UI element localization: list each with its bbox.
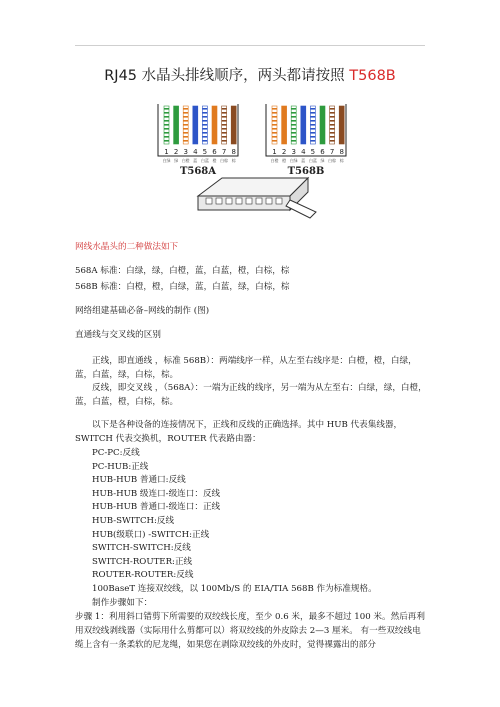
t568a-pin-number: 1 [164, 148, 169, 156]
t568a-wire-stripe [164, 108, 169, 110]
t568b-wire [339, 106, 344, 144]
t568a-wire-stripe [222, 112, 227, 114]
t568a-wire-stripe [164, 136, 169, 138]
list-item: PC-PC:反线 [92, 448, 140, 458]
plug-contact [276, 198, 282, 204]
t568b-wire-name: 橙 [282, 158, 287, 163]
list-item: ROUTER-ROUTER:反线 [92, 570, 194, 581]
t568b-wire-stripe [330, 108, 335, 110]
t568a-wire-stripe [164, 112, 169, 114]
t568a-wire-stripe [183, 116, 188, 118]
t568b-wire-stripe [330, 116, 335, 118]
t568b-pin-number: 2 [281, 148, 287, 156]
t568b-wire-name: 白绿 [289, 158, 298, 163]
para-connections: 以下是各种设备的连接情况下，正线和反线的正确选择。其中 HUB 代表集线器，SWITCH 代表交换机，ROUTER 代表路由器： [75, 420, 403, 444]
t568b-wire-stripe [272, 140, 277, 142]
t568b-wire-stripe [291, 116, 296, 118]
list-item: PC-HUB:正线 [92, 461, 149, 472]
step-1-paragraph: 步骤 1：利用斜口错剪下所需要的双绞线长度，至少 0.6 米，最多不超过 100 米。然后再利用双绞线剥线器（实际用什么剪都可以）将双绞线的外皮除去 2—3 厘米。 有一些双绞线电缆上含有一条柔软的尼龙绳，如果您在剥除双绞线的外皮时，觉得裸露出的部分 [75, 612, 425, 650]
t568a-wire-stripe [164, 128, 169, 130]
t568b-wire-stripe [291, 136, 296, 138]
t568a-pin-number: 4 [193, 148, 198, 156]
t568a-wire-stripe [183, 124, 188, 126]
list-item: 100BaseT 连接双绞线，以 100Mb/S 的 EIA/TIA 568B 作为标准规格。 [92, 583, 377, 594]
plug-contact [236, 198, 242, 204]
sub-heading-network: 网络组建基础必备–网线的制作 (图) [75, 306, 210, 316]
t568b-wire-stripe [310, 116, 315, 118]
t568b-wire-stripe [330, 132, 335, 134]
t568b-wire-stripe [272, 136, 277, 138]
t568a-wire-name: 白蓝 [200, 158, 209, 163]
plug-contact [256, 198, 262, 204]
t568a-wire-stripe [202, 112, 207, 114]
t568b-wire-stripe [291, 120, 296, 122]
t568a-wire-stripe [183, 128, 188, 130]
t568a-pin-number: 6 [212, 148, 217, 156]
t568a-wire-name: 绿 [174, 158, 179, 163]
t568b-wire-stripe [330, 128, 335, 130]
t568b-wire-stripe [310, 112, 315, 114]
t568a-wire-stripe [164, 132, 169, 134]
t568b-pin-number: 6 [320, 148, 325, 156]
t568b-wire-stripe [291, 124, 296, 126]
t568b-wire-stripe [310, 136, 315, 138]
t568b-wire-name: 蓝 [301, 158, 306, 163]
t568b-wire-stripe [310, 140, 315, 142]
t568a-wire-stripe [202, 116, 207, 118]
t568b-wire-stripe [291, 112, 296, 114]
t568b-wire-name: 棕 [339, 158, 344, 163]
list-item: HUB-HUB 级连口-级连口：反线 [92, 488, 221, 499]
top-rule [75, 45, 425, 46]
plug-contact [206, 198, 212, 204]
plug-contact [226, 198, 232, 204]
t568b-wire-stripe [310, 124, 315, 126]
list-item: SWITCH-ROUTER:正线 [92, 556, 193, 567]
t568b-pin-number: 4 [301, 148, 306, 156]
t568a-wire-stripe [222, 140, 227, 142]
t568a-label: T568A [179, 166, 217, 177]
t568b-wire-stripe [272, 128, 277, 130]
t568a-wire-stripe [183, 120, 188, 122]
t568b-wire-stripe [330, 136, 335, 138]
t568a-wire-stripe [222, 124, 227, 126]
t568a-pin-number: 3 [183, 148, 188, 156]
t568b-pin-number: 7 [329, 148, 335, 156]
rj45-wiring-diagram [140, 100, 364, 225]
t568a-wire-stripe [222, 116, 227, 118]
t568a-pin-number: 2 [173, 148, 179, 156]
t568b-wire-stripe [272, 108, 277, 110]
t568b-wire-stripe [272, 112, 277, 114]
connection-list [92, 447, 377, 610]
list-item: HUB-HUB 普通口-级连口：正线 [92, 502, 221, 513]
list-item: HUB-SWITCH:反线 [92, 515, 175, 526]
t568a-wire-stripe [183, 136, 188, 138]
t568b-wire-stripe [272, 124, 277, 126]
list-item: HUB(级联口) -SWITCH:正线 [92, 529, 210, 540]
t568a-wire [174, 106, 179, 144]
t568b-wire-stripe [330, 120, 335, 122]
t568a-pin-number: 5 [202, 148, 208, 156]
t568b-label: T568B [287, 166, 325, 177]
t568a-wire-stripe [202, 124, 207, 126]
page-title [0, 64, 500, 85]
t568a-wire-stripe [222, 128, 227, 130]
title-accent: T568B [349, 68, 396, 84]
title-main: RJ45 水晶头排线顺序，两头都请按照 [104, 68, 350, 84]
t568b-wire-name: 白蓝 [308, 158, 317, 163]
t568b-pin-number: 1 [272, 148, 277, 156]
plug-contact [266, 198, 272, 204]
list-item: SWITCH-SWITCH:反线 [92, 543, 191, 554]
t568a-wire-stripe [202, 140, 207, 142]
t568b-pin-number: 8 [339, 148, 344, 156]
section-heading-red: 网线水晶头的二种做法如下 [75, 242, 179, 252]
t568b-pin-number: 5 [310, 148, 316, 156]
t568b-wire-stripe [291, 140, 296, 142]
sub-heading-diff: 直通线与交叉线的区别 [75, 330, 161, 340]
t568b-wire-stripe [291, 128, 296, 130]
t568b-wire-stripe [310, 108, 315, 110]
t568a-wire [193, 106, 198, 144]
t568a-pin-number: 8 [231, 148, 236, 156]
t568b-wire-name: 绿 [320, 158, 325, 163]
t568a-wire-name: 蓝 [193, 158, 198, 163]
t568a-wire-stripe [202, 120, 207, 122]
t568b-wire-stripe [272, 120, 277, 122]
list-item: 制作步骤如下： [92, 597, 153, 608]
t568a-wire-stripe [202, 136, 207, 138]
t568a-wire-stripe [183, 112, 188, 114]
plug-contact [246, 198, 252, 204]
t568a-wire-stripe [222, 108, 227, 110]
t568a-wire-name: 白绿 [162, 158, 171, 163]
t568a-wire-stripe [183, 108, 188, 110]
t568a-wire-stripe [222, 132, 227, 134]
standard-568a: 568A 标准：白绿，绿，白橙，蓝，白蓝，橙，白棕，棕 [75, 266, 290, 276]
standard-568b: 568B 标准：白橙，橙，白绿，蓝，白蓝，绿，白棕，棕 [75, 282, 290, 292]
t568a-wire-stripe [183, 132, 188, 134]
t568b-wire [282, 106, 287, 144]
t568a-wire-stripe [222, 120, 227, 122]
t568b-wire-stripe [310, 132, 315, 134]
t568a-wire-stripe [202, 132, 207, 134]
t568b-wire-stripe [330, 124, 335, 126]
t568b-wire-stripe [291, 132, 296, 134]
t568a-wire-stripe [164, 116, 169, 118]
t568a-wire-name: 棕 [231, 158, 236, 163]
para-cross: 反线，即交叉线 ，（568A）：一端为正线的线序，另一端为从左至右：白绿，绿，白橙，蓝，白蓝，橙，白棕，棕。 [75, 383, 427, 407]
t568a-wire-name: 橙 [212, 158, 217, 163]
t568b-wire [320, 106, 325, 144]
t568a-wire-stripe [222, 136, 227, 138]
rj45-wiring-figure [140, 100, 364, 225]
t568b-wire-stripe [310, 128, 315, 130]
t568b-wire-name: 白棕 [328, 158, 337, 163]
t568a-wire-name: 白棕 [220, 158, 229, 163]
t568b-wire-name: 白橙 [270, 158, 279, 163]
t568a-wire-stripe [164, 124, 169, 126]
t568b-wire-stripe [310, 120, 315, 122]
plug-top [198, 178, 308, 196]
t568a-wire-stripe [164, 140, 169, 142]
plug-contact [216, 198, 222, 204]
t568b-pin-number: 3 [291, 148, 296, 156]
t568a-wire [231, 106, 236, 144]
t568b-wire-stripe [272, 116, 277, 118]
t568b-wire [301, 106, 306, 144]
t568a-pin-number: 7 [221, 148, 227, 156]
para-straight: 正线，即直通线 ，标准 568B）：两端线序一样，从左至右线序是：白橙，橙，白绿，蓝，白蓝，绿，白棕，棕。 [75, 356, 417, 380]
t568b-wire-stripe [330, 112, 335, 114]
t568a-wire-stripe [202, 128, 207, 130]
t568b-wire-stripe [330, 140, 335, 142]
t568a-wire-name: 白橙 [181, 158, 190, 163]
t568a-wire-stripe [202, 108, 207, 110]
t568b-wire-stripe [272, 132, 277, 134]
list-item: HUB-HUB 普通口:反线 [92, 475, 186, 486]
t568a-wire [212, 106, 217, 144]
t568a-wire-stripe [164, 120, 169, 122]
t568a-wire-stripe [183, 140, 188, 142]
t568b-wire-stripe [291, 108, 296, 110]
